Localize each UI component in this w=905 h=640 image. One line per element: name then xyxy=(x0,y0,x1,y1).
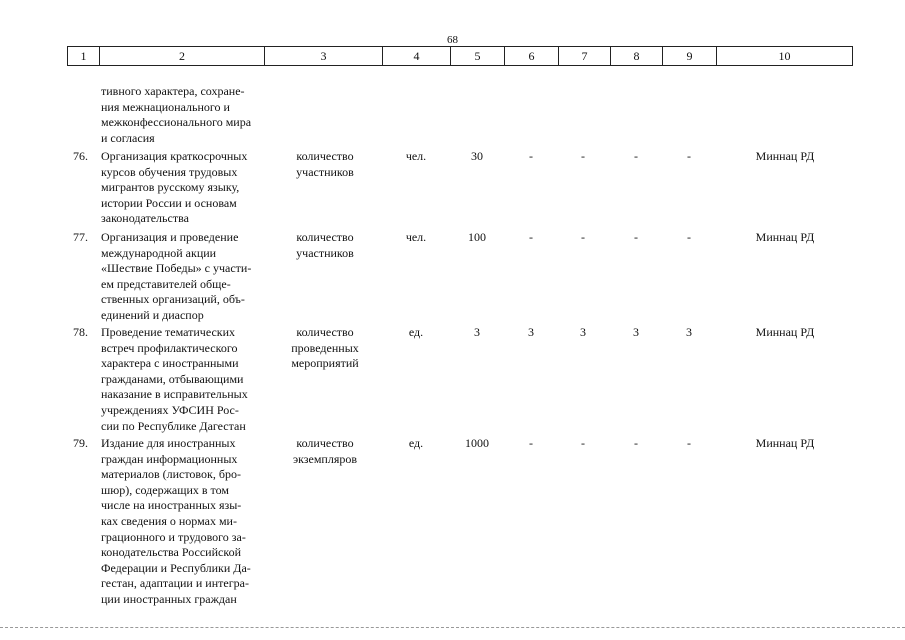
row-responsible: Миннац РД xyxy=(755,230,815,244)
row-value-col8: - xyxy=(634,436,638,450)
row-value-col7: - xyxy=(581,149,585,163)
column-header-10: 10 xyxy=(716,47,853,65)
description-line: ния межнационального и xyxy=(101,99,230,114)
row-indicator xyxy=(286,149,364,180)
table-header-row xyxy=(67,46,853,66)
row-description xyxy=(101,436,265,608)
description-line: ственных организаций, объ- xyxy=(101,292,245,307)
column-header-5: 5 xyxy=(450,47,504,65)
row-value-col7: - xyxy=(581,436,585,450)
indicator-line: количество xyxy=(296,230,354,244)
row-description xyxy=(101,325,265,434)
description-line: Организация и проведение xyxy=(101,230,239,244)
description-line: встреч профилактического xyxy=(101,340,238,355)
row-value-col6: - xyxy=(529,230,533,244)
description-line: тивного характера, сохране- xyxy=(101,84,245,98)
description-line: международной акции xyxy=(101,245,217,260)
row-value-col9: - xyxy=(687,436,691,450)
row-indicator xyxy=(286,230,364,261)
description-line: истории России и основам xyxy=(101,195,237,210)
page-number: 68 xyxy=(447,34,458,46)
row-indicator xyxy=(286,436,364,467)
row-value-col5: 100 xyxy=(468,230,486,244)
description-line: Издание для иностранных xyxy=(101,436,236,450)
description-line: граждан информационных xyxy=(101,451,238,466)
indicator-line: участников xyxy=(296,164,354,179)
description-line: Проведение тематических xyxy=(101,325,236,339)
page-bottom-edge xyxy=(0,627,905,628)
row-value-col8: - xyxy=(634,230,638,244)
description-line: межконфессионального мира xyxy=(101,115,252,130)
description-line: сии по Республике Дагестан xyxy=(101,418,246,433)
description-line: материалов (листовок, бро- xyxy=(101,467,241,482)
description-line: ции иностранных граждан xyxy=(101,591,237,606)
row-value-col8: - xyxy=(634,149,638,163)
row-value-col6: - xyxy=(529,149,533,163)
description-line: шюр), содержащих в том xyxy=(101,482,230,497)
description-line: числе на иностранных язы- xyxy=(101,498,242,513)
row-responsible: Миннац РД xyxy=(755,436,815,450)
row-unit: чел. xyxy=(405,230,427,244)
row-responsible: Миннац РД xyxy=(755,325,815,339)
description-line: ем представителей обще- xyxy=(101,276,231,291)
row-value-col5: 30 xyxy=(471,149,483,163)
continuation-description xyxy=(101,84,265,146)
description-line: учреждениях УФСИН Рос- xyxy=(101,402,239,417)
row-value-col6: 3 xyxy=(528,325,534,339)
row-value-col5: 1000 xyxy=(465,436,489,450)
indicator-line: проведенных xyxy=(291,340,359,355)
row-value-col8: 3 xyxy=(633,325,639,339)
row-number: 79. xyxy=(73,436,88,450)
row-number: 76. xyxy=(73,149,88,163)
description-line: характера с иностранными xyxy=(101,356,239,371)
indicator-line: количество xyxy=(296,325,354,339)
indicator-line: мероприятий xyxy=(291,356,359,371)
row-description xyxy=(101,230,265,324)
indicator-line: количество xyxy=(296,149,354,163)
row-value-col5: 3 xyxy=(474,325,480,339)
row-unit: ед. xyxy=(408,436,424,450)
column-header-8: 8 xyxy=(610,47,662,65)
description-line: Федерации и Республики Да- xyxy=(101,560,251,575)
row-responsible: Миннац РД xyxy=(755,149,815,163)
description-line: курсов обучения трудовых xyxy=(101,164,238,179)
description-line: и согласия xyxy=(101,130,155,145)
row-value-col6: - xyxy=(529,436,533,450)
row-indicator xyxy=(286,325,364,372)
row-description xyxy=(101,149,265,227)
row-value-col9: 3 xyxy=(686,325,692,339)
indicator-line: участников xyxy=(296,245,354,260)
description-line: грационного и трудового за- xyxy=(101,529,246,544)
description-line: «Шествие Победы» с участи- xyxy=(101,261,252,276)
row-number: 78. xyxy=(73,325,88,339)
description-line: Организация краткосрочных xyxy=(101,149,248,163)
row-value-col9: - xyxy=(687,230,691,244)
description-line: ках сведения о нормах ми- xyxy=(101,513,237,528)
column-header-6: 6 xyxy=(504,47,558,65)
row-unit: чел. xyxy=(405,149,427,163)
description-line: гестан, адаптации и интегра- xyxy=(101,576,249,591)
description-line: законодательства xyxy=(101,211,189,226)
row-value-col7: - xyxy=(581,230,585,244)
row-value-col7: 3 xyxy=(580,325,586,339)
description-line: гражданами, отбывающими xyxy=(101,371,244,386)
column-header-3: 3 xyxy=(264,47,382,65)
description-line: конодательства Российской xyxy=(101,545,241,560)
column-header-7: 7 xyxy=(558,47,610,65)
indicator-line: экземпляров xyxy=(292,451,358,466)
row-unit: ед. xyxy=(408,325,424,339)
row-number: 77. xyxy=(73,230,88,244)
column-header-4: 4 xyxy=(382,47,450,65)
indicator-line: количество xyxy=(296,436,354,450)
description-line: единений и диаспор xyxy=(101,307,204,322)
row-value-col9: - xyxy=(687,149,691,163)
column-header-1: 1 xyxy=(67,47,99,65)
column-header-9: 9 xyxy=(662,47,716,65)
description-line: наказание в исправительных xyxy=(101,387,248,402)
column-header-2: 2 xyxy=(99,47,264,65)
description-line: мигрантов русскому языку, xyxy=(101,180,240,195)
